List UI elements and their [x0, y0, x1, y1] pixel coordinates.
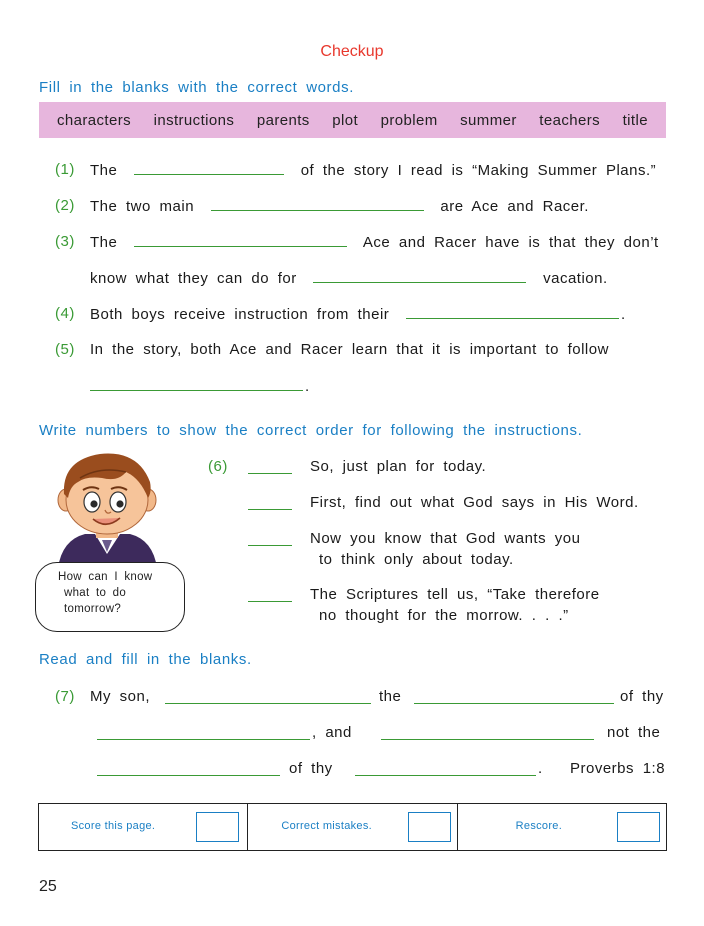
page-title: Checkup: [320, 43, 384, 60]
order-step: Now you know that God wants you: [310, 530, 581, 547]
section1-instruction: Fill in the blanks with the correct words.: [39, 79, 354, 96]
answer-blank[interactable]: [355, 762, 536, 776]
question-text: .: [305, 378, 310, 395]
question-text: vacation.: [543, 270, 608, 287]
rescore-cell: [458, 804, 666, 850]
question-text: In the story, both Ace and Racer learn that it is important to follow: [90, 341, 609, 358]
question-text: The: [90, 234, 118, 251]
answer-blank[interactable]: [165, 690, 371, 704]
score-label: Score this page.: [71, 820, 156, 832]
word-bank-item: characters: [57, 111, 132, 129]
bubble-text: How can I know: [58, 571, 153, 583]
question-3-continued: [90, 269, 608, 287]
word-bank-item: instructions: [153, 111, 235, 129]
word-bank-item: parents: [256, 111, 310, 129]
speech-bubble: [35, 562, 185, 632]
question-5-continued: [90, 377, 310, 395]
verse-reference: Proverbs 1:8: [570, 760, 666, 777]
question-2: [90, 197, 589, 215]
order-blank[interactable]: [248, 532, 292, 546]
score-box: [38, 803, 667, 851]
section3-instruction: Read and fill in the blanks.: [39, 651, 252, 668]
word-bank-item: problem: [380, 111, 438, 129]
boy-illustration: [40, 448, 175, 568]
word-bank-item: title: [622, 111, 648, 129]
answer-blank[interactable]: [381, 726, 594, 740]
question-text: of the story I read is “Making Summer Plans.”: [300, 162, 657, 179]
answer-blank[interactable]: [414, 690, 614, 704]
item-number: (7): [55, 688, 75, 705]
item-number: (5): [55, 341, 75, 358]
item-number: (4): [55, 305, 75, 322]
item-number: (3): [55, 233, 75, 250]
answer-blank[interactable]: [134, 233, 347, 247]
question-text: know what they can do for: [90, 270, 297, 287]
answer-blank[interactable]: [313, 269, 526, 283]
item-number: (6): [208, 458, 228, 475]
question-4: [90, 305, 626, 323]
question-text: The two main: [90, 198, 195, 215]
answer-blank[interactable]: [134, 161, 284, 175]
question-1: [90, 161, 656, 179]
word-bank-item: plot: [332, 111, 359, 129]
question-text: Both boys receive instruction from their: [90, 306, 390, 323]
rescore-input-box[interactable]: [617, 812, 660, 842]
order-blank[interactable]: [248, 496, 292, 510]
question-text: .: [620, 306, 626, 323]
question-3: [90, 233, 659, 251]
verse-text: of thy: [620, 688, 664, 705]
correct-label: Correct mistakes.: [281, 820, 373, 832]
correct-input-box[interactable]: [408, 812, 451, 842]
answer-blank[interactable]: [97, 762, 280, 776]
order-blank[interactable]: [248, 460, 292, 474]
word-bank-item: teachers: [539, 111, 601, 129]
order-step-continued: no thought for the morrow. . . .”: [319, 607, 569, 624]
order-step-continued: to think only about today.: [319, 551, 514, 568]
word-bank: [39, 102, 666, 138]
bubble-text: tomorrow?: [64, 603, 122, 615]
score-input-box[interactable]: [196, 812, 239, 842]
section2-instruction: Write numbers to show the correct order for following the instructions.: [39, 422, 583, 439]
page-number: 25: [39, 878, 57, 895]
question-5: [90, 341, 609, 358]
item-number: (1): [55, 161, 75, 178]
question-text: are Ace and Racer.: [440, 198, 589, 215]
answer-blank[interactable]: [406, 305, 619, 319]
verse-text: of thy: [289, 760, 333, 777]
score-cell: [39, 804, 248, 850]
order-blank[interactable]: [248, 588, 292, 602]
question-text: The: [90, 162, 118, 179]
verse-text: My son,: [90, 688, 151, 705]
answer-blank[interactable]: [90, 377, 303, 391]
word-bank-item: summer: [460, 111, 517, 129]
answer-blank[interactable]: [211, 197, 424, 211]
order-step: The Scriptures tell us, “Take therefore: [310, 586, 600, 603]
bubble-text: what to do: [64, 587, 127, 599]
verse-text: .: [538, 760, 543, 777]
verse-text: the: [379, 688, 402, 705]
order-step: First, find out what God says in His Word.: [310, 494, 639, 511]
item-number: (2): [55, 197, 75, 214]
rescore-label: Rescore.: [515, 820, 563, 832]
correct-cell: [248, 804, 457, 850]
verse-text: , and: [312, 724, 352, 741]
answer-blank[interactable]: [97, 726, 310, 740]
order-step: So, just plan for today.: [310, 458, 487, 475]
verse-text: not the: [607, 724, 661, 741]
question-text: Ace and Racer have is that they don’t: [362, 234, 659, 251]
